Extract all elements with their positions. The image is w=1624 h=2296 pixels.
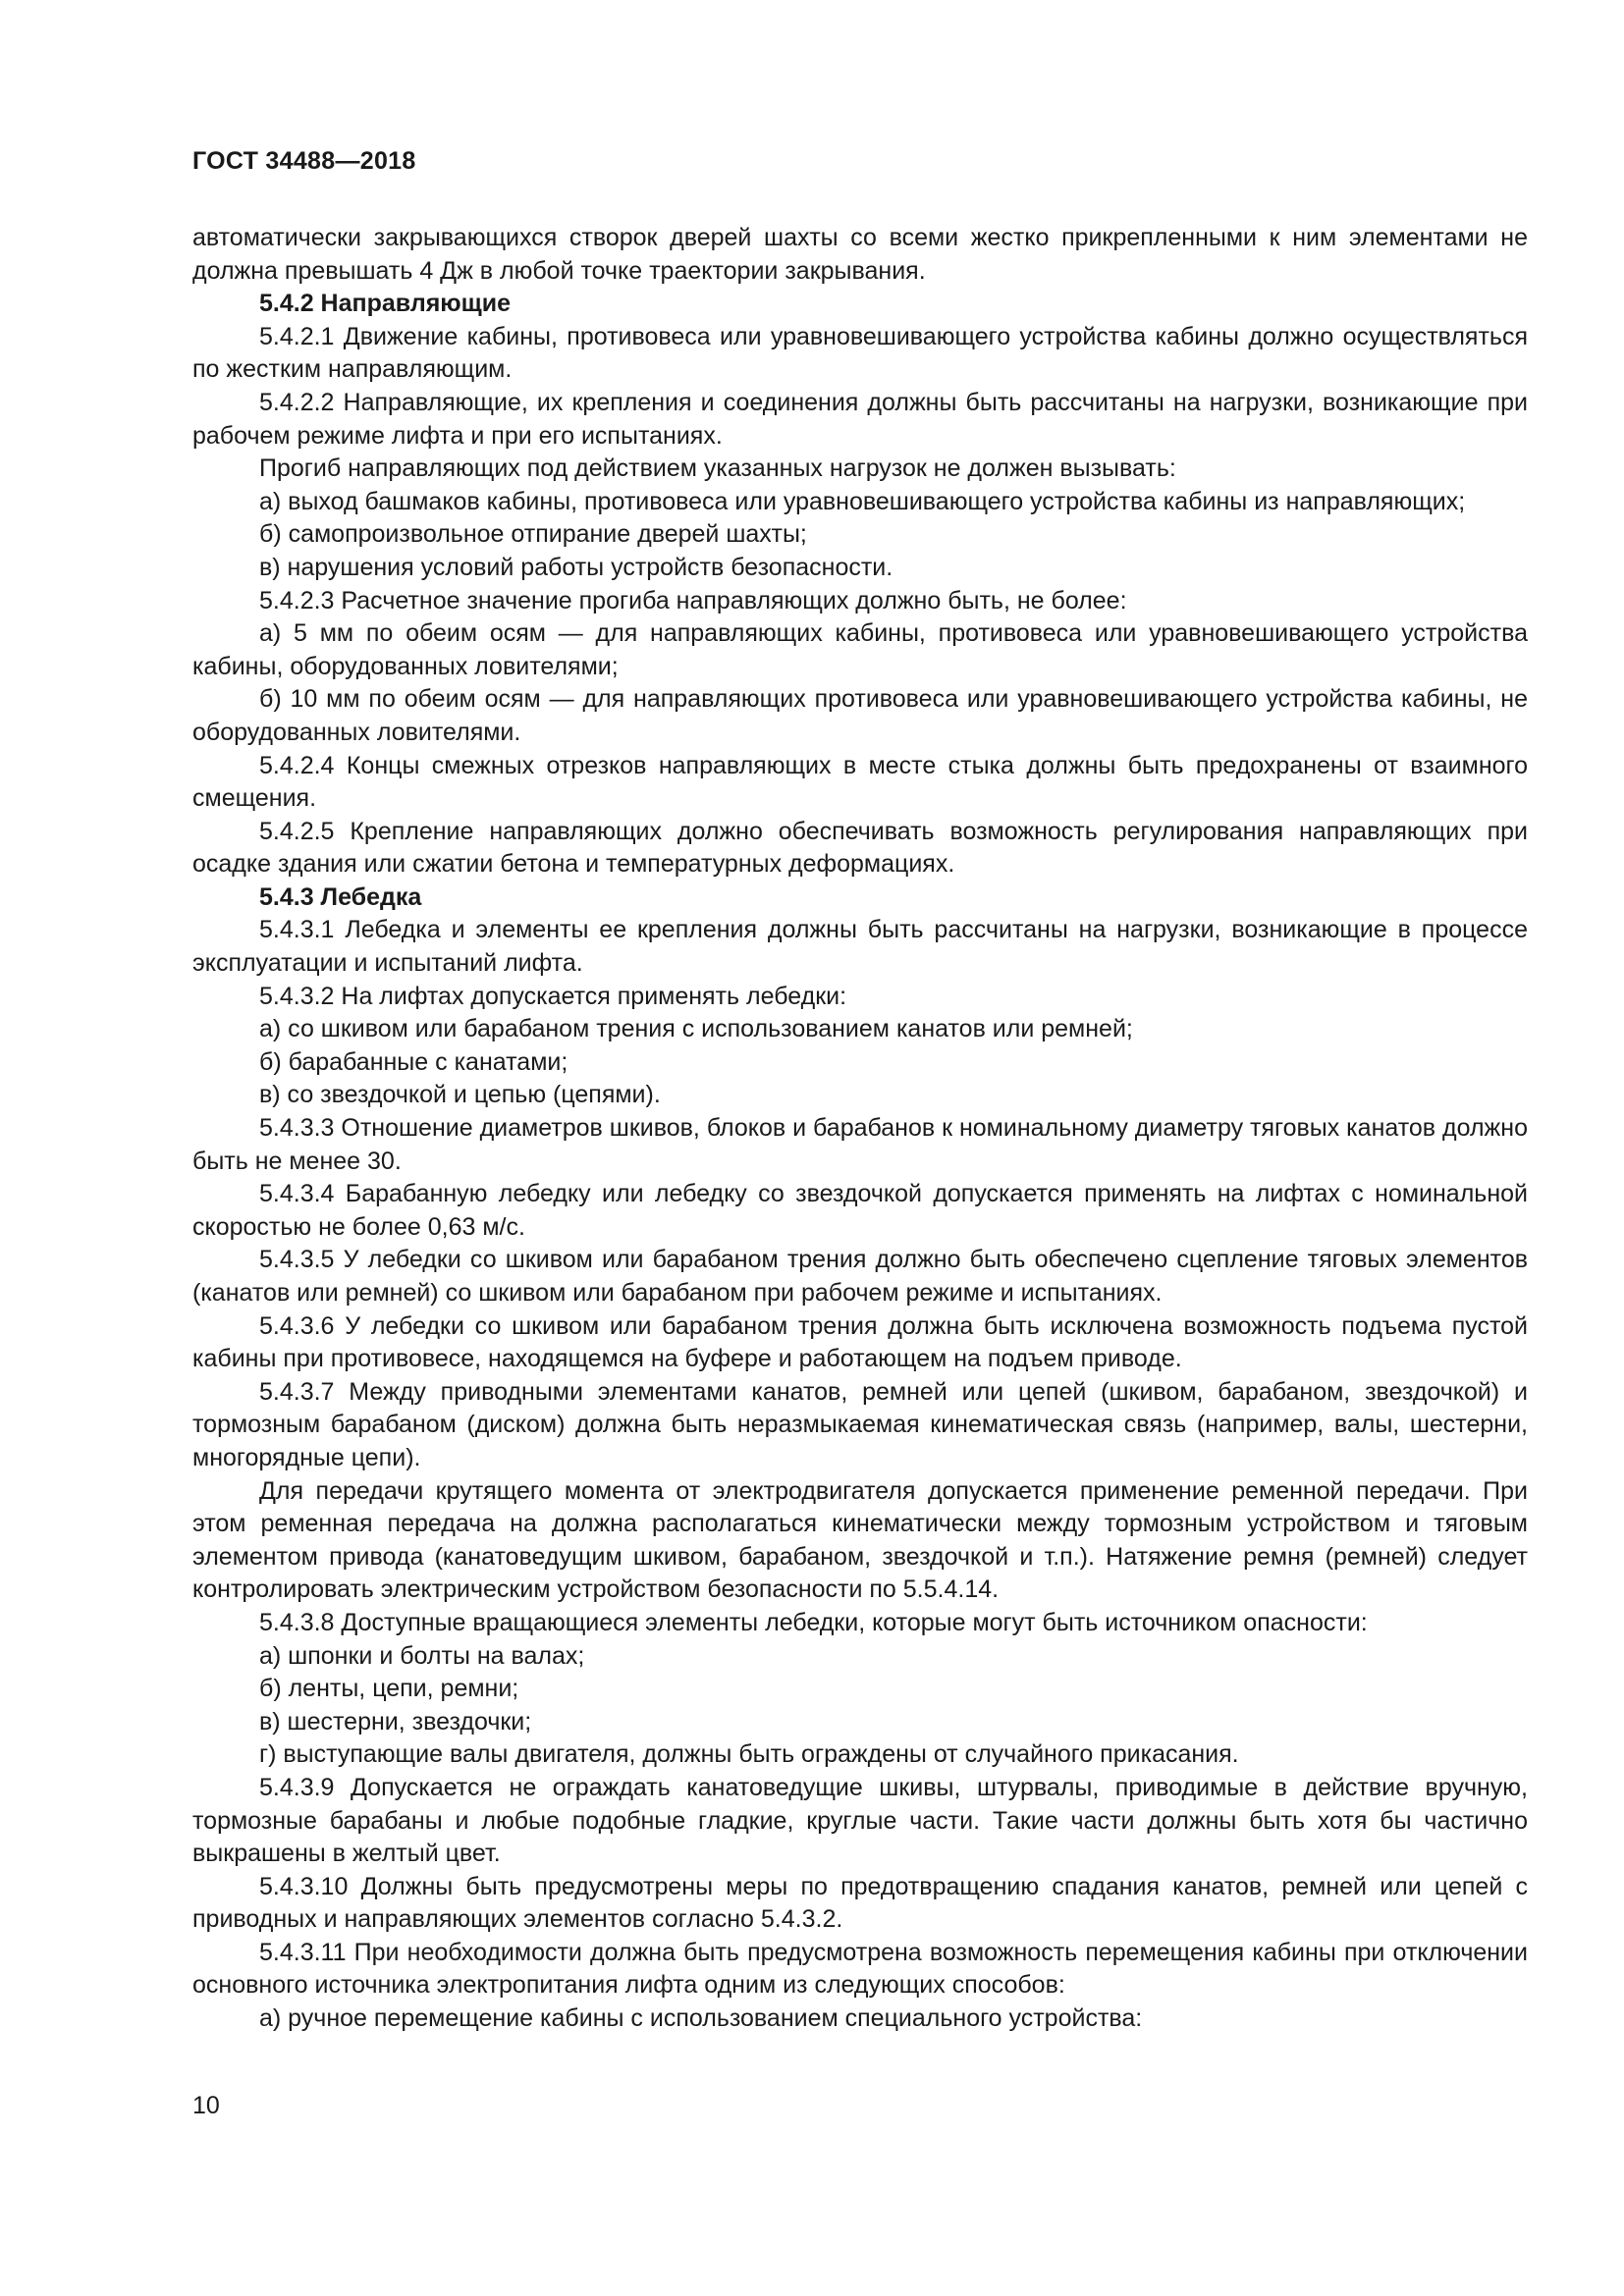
paragraph: 5.4.3.8 Доступные вращающиеся элементы лебедки, которые могут быть источником опасности:	[259, 1608, 1368, 1636]
list-item: б) барабанные с канатами;	[259, 1047, 568, 1076]
paragraph: 5.4.2.3 Расчетное значение прогиба направляющих должно быть, не более:	[259, 586, 1127, 614]
list-item: б) ленты, цепи, ремни;	[259, 1675, 519, 1703]
paragraph: 5.4.2.2 Направляющие, их крепления и соединения должны быть рассчитаны на нагрузки, возникающие при рабочем режиме лифта и при его испытаниях.	[192, 388, 1528, 450]
paragraph: 5.4.3.3 Отношение диаметров шкивов, блоков и барабанов к номинальному диаметру тяговых канатов должно быть не менее 30.	[192, 1114, 1528, 1175]
paragraph: Для передачи крутящего момента от электродвигателя допускается применение ременной передачи. При этом ременная передача на должна располагаться кинематически между тормозным устройством и тяговым элементом привода (канатоведущим шкивом, барабаном, звездочкой и т.п.). Натяжение ремня (ремней) следует контролировать электрическим устройством безопасности по 5.5.4.14.	[192, 1476, 1528, 1604]
paragraph: 5.4.2.4 Концы смежных отрезков направляющих в месте стыка должны быть предохранены от взаимного смещения.	[192, 751, 1528, 813]
section-heading: 5.4.2 Направляющие	[259, 290, 512, 318]
list-item: в) со звездочкой и цепью (цепями).	[259, 1081, 661, 1109]
list-item: в) шестерни, звездочки;	[259, 1707, 532, 1735]
list-item: а) шпонки и болты на валах;	[259, 1641, 585, 1670]
paragraph: 5.4.3.6 У лебедки со шкивом или барабаном трения должна быть исключена возможность подъема пустой кабины при противовесе, находящемся на буфере и работающем на подъем приводе.	[192, 1311, 1528, 1373]
paragraph: 5.4.2.1 Движение кабины, противовеса или уравновешивающего устройства кабины должно осуществляться по жестким направляющим.	[192, 322, 1528, 384]
document-header: ГОСТ 34488—2018	[192, 147, 416, 175]
paragraph: 5.4.3.2 На лифтах допускается применять лебедки:	[259, 982, 847, 1010]
paragraph: 5.4.3.1 Лебедка и элементы ее крепления должны быть рассчитаны на нагрузки, возникающие в процессе эксплуатации и испытаний лифта.	[192, 916, 1528, 978]
list-item: а) 5 мм по обеим осям — для направляющих кабины, противовеса или уравновешивающего устройства кабины, оборудованных ловителями;	[192, 619, 1528, 680]
paragraph: 5.4.3.7 Между приводными элементами канатов, ремней или цепей (шкивом, барабаном, звездочкой) и тормозным барабаном (диском) должна быть неразмыкаемая кинематическая связь (например, валы, шестерни, многорядные цепи).	[192, 1377, 1528, 1471]
list-item: а) со шкивом или барабаном трения с использованием канатов или ремней;	[259, 1015, 1133, 1043]
paragraph: 5.4.2.5 Крепление направляющих должно обеспечивать возможность регулирования направляющих при осадке здания или сжатии бетона и температурных деформациях.	[192, 817, 1528, 879]
page-number: 10	[192, 2092, 220, 2119]
list-item: б) самопроизвольное отпирание дверей шахты;	[259, 520, 807, 549]
list-item: а) ручное перемещение кабины с использованием специального устройства:	[259, 2004, 1143, 2033]
paragraph: 5.4.3.5 У лебедки со шкивом или барабаном трения должно быть обеспечено сцепление тяговых элементов (канатов или ремней) со шкивом или барабаном при рабочем режиме и испытаниях.	[192, 1246, 1528, 1307]
paragraph: 5.4.3.11 При необходимости должна быть предусмотрена возможность перемещения кабины при отключении основного источника электропитания лифта одним из следующих способов:	[192, 1938, 1528, 2000]
list-item: г) выступающие валы двигателя, должны быть ограждены от случайного прикасания.	[259, 1740, 1239, 1769]
paragraph: Прогиб направляющих под действием указанных нагрузок не должен вызывать:	[259, 454, 1176, 483]
paragraph: 5.4.3.4 Барабанную лебедку или лебедку со звездочкой допускается применять на лифтах с номинальной скоростью не более 0,63 м/с.	[192, 1180, 1528, 1241]
list-item: б) 10 мм по обеим осям — для направляющих противовеса или уравновешивающего устройства кабины, не оборудованных ловителями.	[192, 685, 1528, 746]
paragraph: 5.4.3.10 Должны быть предусмотрены меры по предотвращению спадания канатов, ремней или цепей с приводных и направляющих элементов согласно 5.4.3.2.	[192, 1872, 1528, 1934]
paragraph: 5.4.3.9 Допускается не ограждать канатоведущие шкивы, штурвалы, приводимые в действие вручную, тормозные барабаны и любые подобные гладкие, круглые части. Такие части должны быть хотя бы частично выкрашены в желтый цвет.	[192, 1773, 1528, 1868]
list-item: в) нарушения условий работы устройств безопасности.	[259, 553, 893, 581]
list-item: а) выход башмаков кабины, противовеса или уравновешивающего устройства кабины из направляющих;	[259, 487, 1466, 515]
document-body	[192, 222, 1528, 2036]
paragraph: автоматически закрывающихся створок дверей шахты со всеми жестко прикрепленными к ним элементами не должна превышать 4 Дж в любой точке траектории закрывания.	[192, 224, 1528, 285]
section-heading: 5.4.3 Лебедка	[259, 882, 422, 911]
